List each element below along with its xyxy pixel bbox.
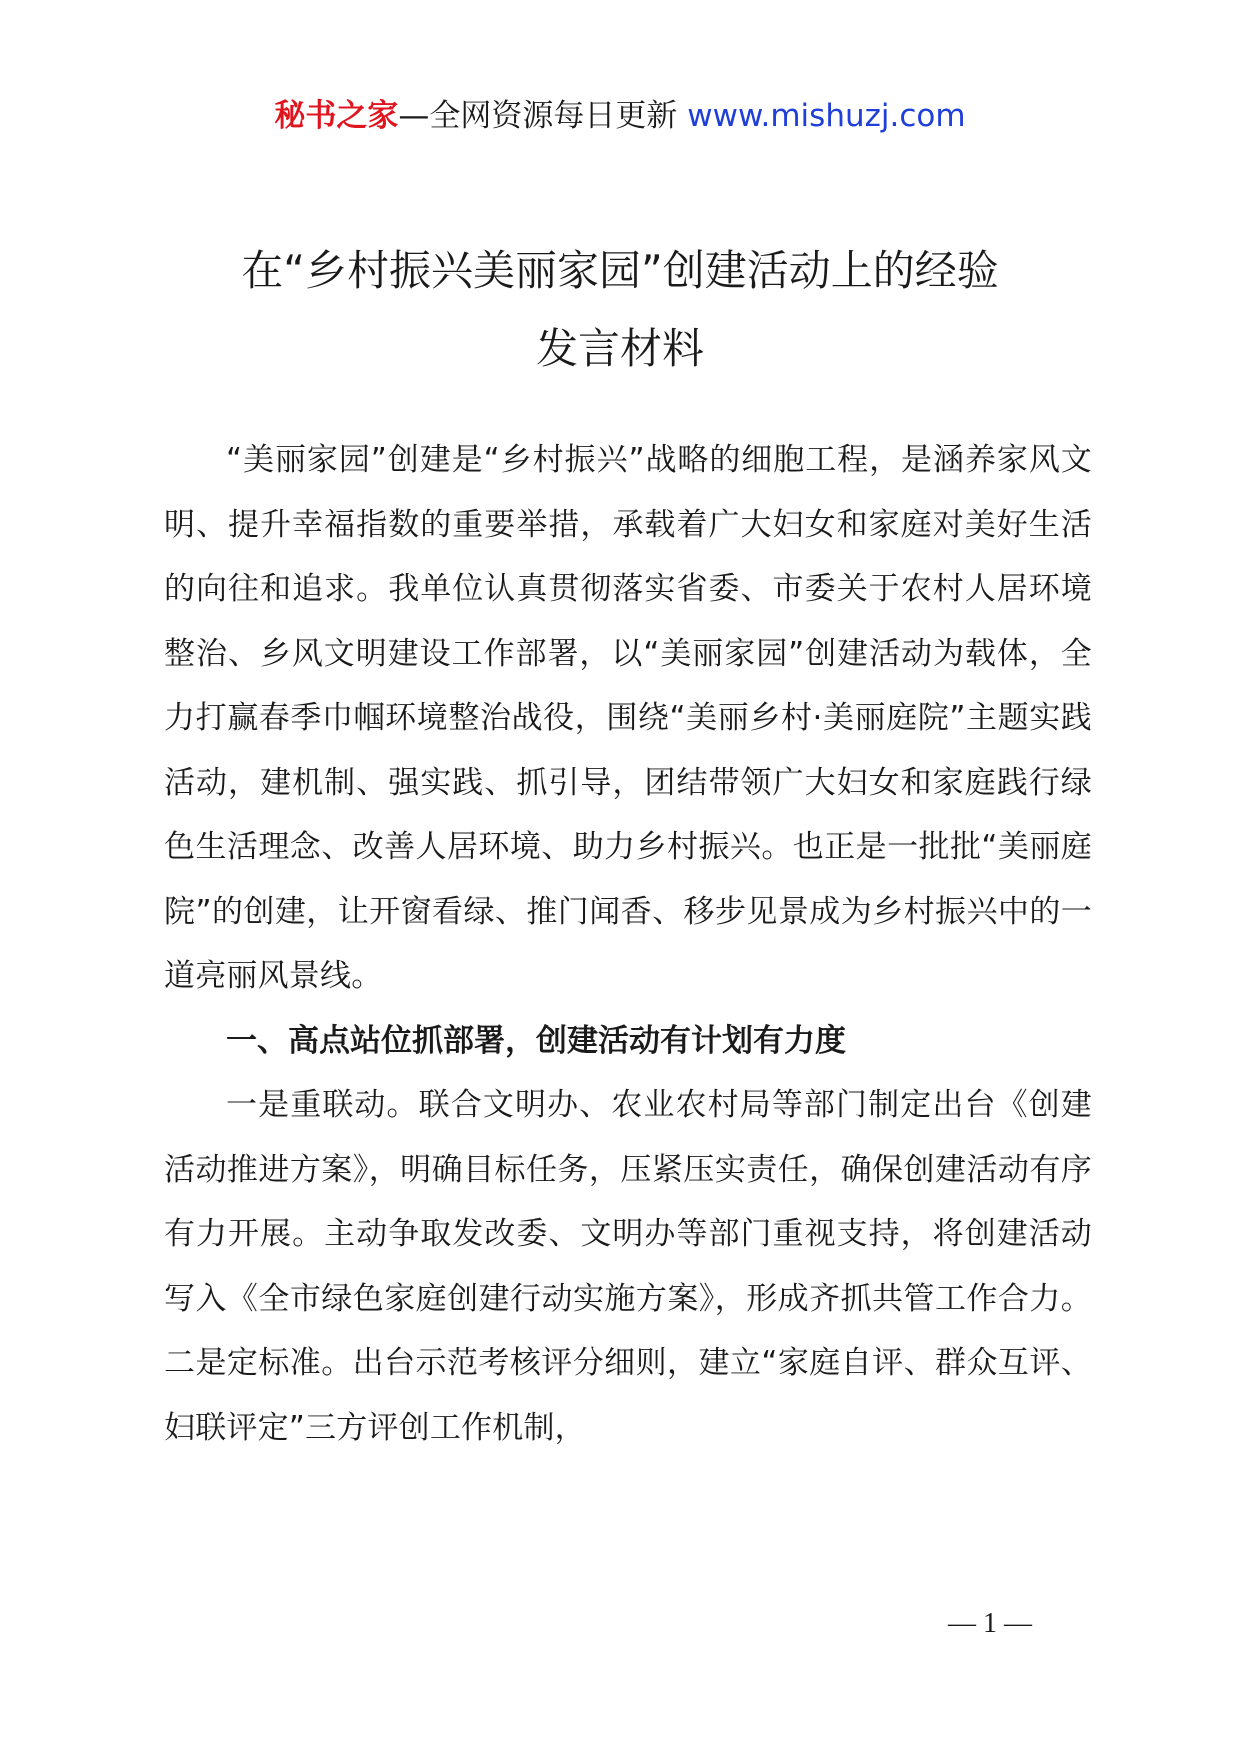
document-title xyxy=(160,232,1080,388)
banner-slogan: —全网资源每日更新 xyxy=(398,98,678,134)
title-line-1: 在“乡村振兴美丽家园”创建活动上的经验 xyxy=(241,246,999,295)
section-paragraph: 一是重联动。联合文明办、农业农村局等部门制定出台《创建活动推进方案》，明确目标任务，压紧压实责任，确保创建活动有序有力开展。主动争取发改委、文明办等部门重视支持，将创建活动写入《全市绿色家庭创建行动实施方案》，形成齐抓共管工作合力。二是定标准。出台示范考核评分细则，建立“家庭自评、群众互评、妇联评定”三方评创工作机制， xyxy=(164,1087,1092,1446)
brand-name: 秘书之家 xyxy=(274,98,399,134)
document-body xyxy=(164,428,1092,1460)
site-banner xyxy=(0,96,1240,136)
title-line-2: 发言材料 xyxy=(535,324,704,373)
intro-paragraph: “美丽家园”创建是“乡村振兴”战略的细胞工程，是涵养家风文明、提升幸福指数的重要举措，承载着广大妇女和家庭对美好生活的向往和追求。我单位认真贯彻落实省委、市委关于农村人居环境整治、乡风文明建设工作部署，以“美丽家园”创建活动为载体，全力打赢春季巾帼环境整治战役，围绕“美丽乡村·美丽庭院”主题实践活动，建机制、强实践、抓引导，团结带领广大妇女和家庭践行绿色生活理念、改善人居环境、助力乡村振兴。也正是一批批“美丽庭院”的创建，让开窗看绿、推门闻香、移步见景成为乡村振兴中的一道亮丽风景线。 xyxy=(164,442,1092,994)
page-number: — 1 — xyxy=(948,1608,1032,1639)
section-heading: 一、高点站位抓部署，创建活动有计划有力度 xyxy=(226,1022,846,1059)
site-url[interactable]: www.mishuzj.com xyxy=(687,98,966,134)
